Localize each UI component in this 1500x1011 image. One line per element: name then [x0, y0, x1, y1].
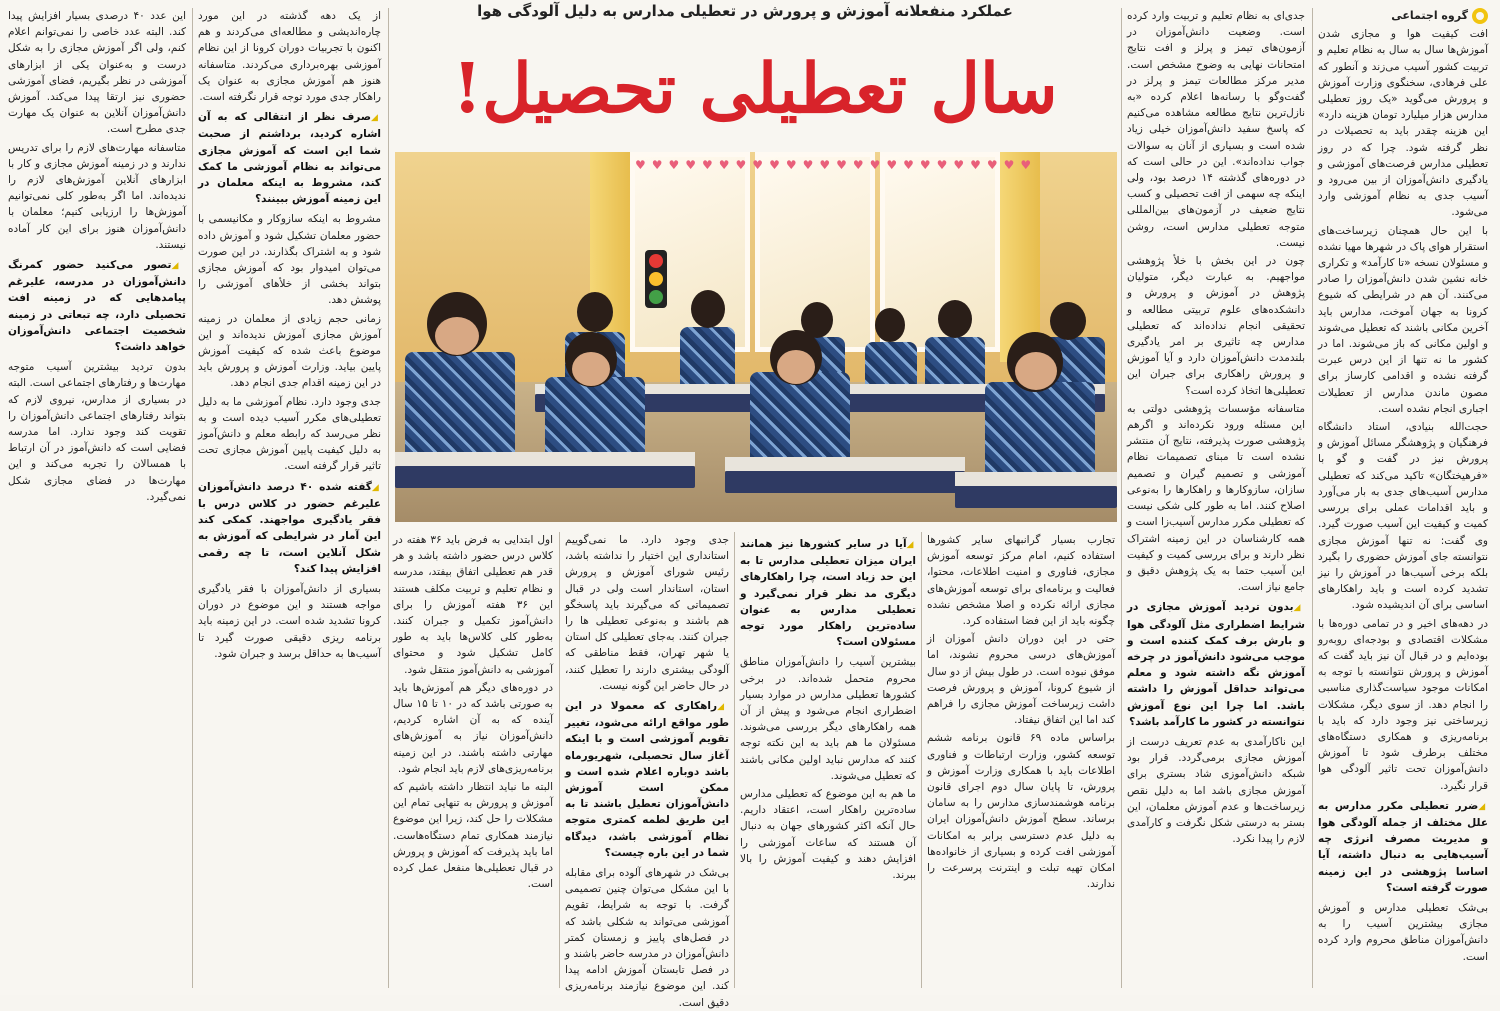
desk [955, 486, 1117, 508]
paragraph: مشروط به اینکه سازوکار و مکانیسمی با حضور معلمان تشکیل شود و آموزش داده شود و به اشتراک بگذارند. در این صورت می‌توان امیدوار بود که آموزش مجازی بتواند بخشی از خلأهای آموزشی را پوشش دهد. [198, 213, 381, 307]
column-rule [388, 8, 389, 988]
classroom-photo [395, 152, 1117, 522]
column-8 [8, 8, 186, 989]
column-rule [921, 532, 922, 988]
column-3 [927, 532, 1115, 989]
paragraph: از یک دهه گذشته در این مورد چاره‌اندیشی و مطالعه‌ای می‌کردند و هم اکنون با تجربیات دوران کرونا از این نظام آموزشی بهره‌برداری می‌کردند. متاسفانه هنوز هم آموزش مجازی به عنوان یک راهکار جدی مورد توجه قرار نگرفته است. [198, 10, 381, 104]
student-face [1015, 352, 1057, 390]
paragraph: بی‌شک در شهرهای آلوده برای مقابله با این مشکل می‌توان چنین تصمیمی گرفت. با توجه به شرایط، تقویم آموزشی می‌تواند به شکلی باشد که در فصل‌های پاییز و زمستان کمتر دانش‌آموزان در مدرسه حاضر باشند و در فصل تابستان آموزش ادامه پیدا کند. این موضوع نیازمند برنامه‌ریزی دقیق است. [565, 867, 729, 1009]
paragraph: چون در این بخش با خلأ پژوهشی مواجهیم. به عبارت دیگر، متولیان پژوهش در آموزش و پرورش و دانشکده‌های علوم تربیتی مطالعه و تحقیقی انجام نداده‌اند که تعطیلی مدارس چه تاثیری بر امر یادگیری بلندمدت دانش‌آموزان دارد و آیا آموزش و پرورش راهکاری برای جبران این تعطیلی‌ها اتخاذ کرده است؟ [1127, 255, 1305, 397]
interview-question: ◢ گفته شده ۴۰ درصد دانش‌آموزان علیرغم حضور در کلاس درس با فقر یادگیری مواجهند. کمکی کند این آمار در شرایطی که آموزش به شکل آنلاین است، تا چه رقمی افزایش پیدا کند؟ [198, 479, 381, 577]
headline: سال تعطیلی تحصیل! [452, 49, 1058, 129]
student-head [1050, 302, 1086, 340]
traffic-light-icon [645, 250, 667, 308]
paragraph: حجت‌الله بنیادی، استاد دانشگاه فرهنگیان و پژوهشگر مسائل آموزش و پرورش نیز در گفت و گو با «فرهیختگان» تاکید می‌کند که تعطیلی مدارس آسیب‌های جدی به بار می‌آورد و باید اقدامات عملی برای بررسی کمیت و کیفیت این آسیب صورت گیرد. وی گفت: نه تنها آموزش مجازی نتوانسته جای آموزش حضوری را بگیرد بلکه برخی آسیب‌ها در آموزش را نیز تشدید کرده است و باید راهکارهای اساسی برای آن اندیشیده شود. [1318, 421, 1488, 612]
paragraph: متاسفانه مهارت‌های لازم را برای تدریس ندارند و در زمینه آموزش مجازی و کار با ابزارهای آنلاین آموزش‌های لازم را ندیده‌اند. اما اگر به‌طور کلی نمی‌توانیم آموزش‌ها را ارزیابی کنیم؛ معلمان با دانش‌آموزان هنوز برای این کار آماده نیستند. [8, 141, 186, 251]
student-face [777, 350, 815, 384]
column-rule [559, 532, 560, 988]
student-head [691, 290, 725, 328]
paragraph: ما هم به این موضوع که تعطیلی مدارس ساده‌ترین راهکار است، اعتقاد داریم. حال آنکه اکثر کشورهای جهان به دنبال آن هستند که ساعات آموزشی را افزایش دهند و کیفیت آموزش را بالا ببرند. [740, 788, 916, 882]
photo-curtain [1000, 152, 1040, 362]
interview-question: ◢ ضرر تعطیلی مکرر مدارس به علل مختلف از جمله آلودگی هوا و مدیریت مصرف انرژی چه آسیب‌هایی به دنبال داشته، آیا اساسا پژوهشی در این زمینه صورت گرفته است؟ [1318, 798, 1488, 896]
interview-question: ◢ صرف نظر از انتقالی که به آن اشاره کردید، برداشتم از صحبت شما این است که آموزش مجازی می‌تواند به نظام آموزشی ما کمک کند، مشروط به اینکه معلمان در این زمینه آموزش ببینند؟ [198, 109, 381, 207]
student-face [435, 317, 479, 355]
column-1 [1318, 8, 1488, 989]
column-rule [734, 532, 735, 988]
column-rule [192, 8, 193, 988]
student-head [875, 308, 905, 342]
interview-question: ◢ تصور می‌کنید حضور کمرنگ دانش‌آموزان در مدرسه، علیرغم پیامدهایی که در زمینه افت تحصیلی دارد، چه تبعاتی در زمینه شخصیت اجتماعی دانش‌آموزان خواهد داشت؟ [8, 257, 186, 355]
section-logo-icon [1472, 8, 1488, 24]
paragraph: این ناکارآمدی به عدم تعریف درست از آموزش مجازی برمی‌گردد. قرار بود شبکه دانش‌آموزی شاد بستری برای آموزش مجازی باشد اما به دلیل نقص زیرساخت‌ها و عدم آموزش معلمان، این بستر به درستی شکل نگرفت و کارآمدی لازم را پیدا نکرد. [1127, 735, 1305, 846]
column-4 [740, 532, 916, 989]
interview-question: ◢ راهکاری که معمولا در این طور مواقع ارائه می‌شود، تغییر تقویم آموزشی است و با اینکه آغاز سال تحصیلی، شهریورماه باشد دوباره اعلام شده است و ممکن است آموزش دانش‌آموزان تعطیل باشند تا به این طریق لطمه کمتری متوجه نظام آموزشی باشد، دیدگاه شما در این باره چیست؟ [565, 698, 729, 861]
desk [955, 472, 1117, 486]
desk [725, 457, 965, 471]
column-5 [565, 532, 729, 1009]
desk [395, 452, 695, 466]
column-7 [198, 8, 381, 989]
student [680, 327, 735, 387]
paragraph: زمانی حجم زیادی از معلمان در زمینه آموزش مجازی آموزش ندیده‌اند و این موضوع باعث شده که کیفیت آموزش پایین بیاید. وزارت آموزش و پرورش باید در این زمینه اقدام جدی انجام دهد. [198, 312, 381, 390]
paragraph: در دوره‌های دیگر هم آموزش‌ها باید به صورتی باشد که در ۱۰ تا ۱۵ سال آینده که به آن اشاره کردیم، دانش‌آموزان نیاز به آموزش‌های مهارتی داشته باشند. در این زمینه برنامه‌ریزی‌های لازم باید انجام شود. [393, 681, 553, 775]
paragraph: این عدد ۴۰ درصدی بسیار افزایش پیدا کند. البته عدد خاصی را نمی‌توانم اعلام کنم، ولی اگر آموزش مجازی را به شکل درست و به‌عنوان یکی از ابزارهای آموزشی در نظر بگیریم، فضای آموزشی حضوری نیز ارتقا پیدا می‌کند. آموزش دانش‌آموزان آنلاین به عنوان یک مهارت جدی مطرح است. [8, 10, 186, 136]
section-label: گروه اجتماعی [1318, 8, 1488, 24]
paragraph: جدی‌ای به نظام تعلیم و تربیت وارد کرده است. وضعیت دانش‌آموزان در آزمون‌های تیمز و پرلز و افت نتایج امتحانات نهایی به وضوح مشخص است. مدیر مرکز مطالعات تیمز و پرلز در گفت‌وگو با رسانه‌ها اعلام کرده «به نازل‌ترین نتایج مطالعه مشاهده می‌کنیم که پاسخ سفید دانش‌آموزان خیلی زیاد شده است و بسیاری از آنان به سوالات جواب نداده‌اند». این در حالی است که در دوره‌های گذشته ۱۴ درصد بود، ولی اینکه چه سهمی از افت تحصیلی و کسب نتایج ضعیف در آزمون‌های بین‌المللی متوجه تعطیلی مدارس است، روشن نیست. [1127, 10, 1306, 249]
paragraph: بیشترین آسیب را دانش‌آموزان مناطق محروم متحمل شده‌اند. در برخی کشورها تعطیلی مدارس در موارد بسیار اضطراری انجام می‌شود و پیش از آن همه راهکارهای دیگر بررسی می‌شوند. مسئولان ما هم باید به این نکته توجه کنند که مدارس نباید اولین مکانی باشند که تعطیل می‌شوند. [740, 656, 916, 782]
interview-question: ◢ آیا در سایر کشورها نیز همانند ایران میزان تعطیلی مدارس تا به این حد زیاد است، چرا راهکارهای دیگری مد نظر قرار نمی‌گیرد و تعطیلی مدارس به عنوان ساده‌ترین راهکار مورد توجه مسئولان است؟ [740, 536, 916, 650]
paragraph: البته ما نباید انتظار داشته باشیم که آموزش و پرورش به تنهایی تمام این مشکلات را حل کند، زیرا این موضوع نیازمند همکاری تمام دستگاه‌هاست. اما باید پذیرفت که آموزش و پرورش در قبال تعطیلی‌ها منفعل عمل کرده است. [393, 781, 553, 891]
desk [395, 466, 695, 488]
column-6 [393, 532, 553, 989]
paragraph: بسیاری از دانش‌آموزان با فقر یادگیری مواجه هستند و این موضوع در دوران کرونا تشدید شده است. در این زمینه باید برنامه ریزی دقیقی صورت گیرد تا آسیب‌ها به حداقل برسد و جبران شود. [198, 582, 381, 660]
paragraph: متاسفانه مؤسسات پژوهشی دولتی به این مسئله ورود نکرده‌اند و اگرهم پژوهشی صورت پذیرفته، نتایج آن منتشر نشده است تا مبنای تصمیمات نظام آموزشی و تصمیم گیران و تصمیم سازان، سازوکارها و راهکارها را به‌نوعی اصلاح کنند. اما به طور کلی شکی نیست که تعطیلی مکرر مدارس آسیب‌زا است و همه کارشناسان در این زمینه اشتراک نظر دارند و برای بررسی کمیت و کیفیت این آسیب حتما به یک پژوهش دقیق و جامع نیاز است. [1127, 402, 1305, 594]
paragraph: براساس ماده ۶۹ قانون برنامه ششم توسعه کشور، وزارت ارتباطات و فناوری اطلاعات باید با همکاری وزارت آموزش و پرورش، تا پایان سال دوم اجرای قانون برنامه هوشمندسازی مدارس را به سامان برساند. سطح آموزش دانش‌آموزان ایران به دلیل عدم دسترسی برابر به امکانات آموزشی افت کرده و بسیاری از خانواده‌ها امکان تهیه تبلت و اینترنت پرسرعت را ندارند. [927, 732, 1115, 891]
student-face [572, 352, 610, 386]
paragraph: افت کیفیت هوا و مجازی شدن آموزش‌ها سال به سال به نظام تعلیم و تربیت کشور آسیب می‌زند و آنطور که علی فرهادی، سخنگوی وزارت آموزش و پرورش می‌گوید «یک روز تعطیلی مدارس هزار میلیارد تومان هزینه دارد» این هزینه چقدر باید به تحصیلات در نظر گرفته شود. چرا که در روز تعطیلی مدارس فرصت‌های آموزشی و یادگیری دانش‌آموزان از بین می‌رود و آسیب جدی به نظام آموزشی وارد می‌شود. [1318, 28, 1488, 219]
column-rule [1121, 8, 1122, 988]
paragraph: در دهه‌های اخیر و در تمامی دوره‌ها با مشکلات اقتصادی و بودجه‌ای روبه‌رو بوده‌ایم و در قبال آن نیز باید گفت که آموزش و پرورش نتوانسته با توجه به امکانات موجود سیاست‌گذاری مناسبی را انجام دهد. از سوی دیگر، مشکلات زیرساختی نیز وجود دارد که باید با برنامه‌ریزی و همکاری دستگاه‌های مختلف برطرف شود تا آموزش دانش‌آموزان تحت تاثیر آلودگی هوا قرار نگیرد. [1318, 617, 1488, 792]
desk [725, 471, 965, 493]
column-rule [1312, 8, 1313, 988]
paragraph: بدون تردید بیشترین آسیب متوجه مهارت‌ها و رفتارهای اجتماعی است. البته در بسیاری از مدارس، نیروی لازم که بتواند رفتارهای اجتماعی دانش‌آموزان را تقویت کند وجود ندارد. اما مدرسه فضایی است که دانش‌آموز در آن ارتباط با همسالان را تجربه می‌کند و این مهارت‌ها در فضای مجازی شکل نمی‌گیرد. [8, 361, 186, 503]
interview-question: ◢ بدون تردید آموزش مجازی در شرایط اضطراری مثل آلودگی هوا و بارش برف کمک کننده است و موجب می‌شود دانش‌آموز در چرخه آموزش نگه داشته شود و معلم می‌تواند حداقل آموزش را داشته باشد. اما چرا این نوع آموزش نتوانسته در کشور ما کارآمد باشد؟ [1127, 599, 1305, 730]
paragraph: اول ابتدایی به فرض باید ۳۶ هفته در کلاس درس حضور داشته باشد و هر قدر هم تعطیلی اتفاق بیفتد، مدرسه و نظام تعلیم و تربیت مکلف هستند این ۳۶ هفته آموزش را برای دانش‌آموز تکمیل و جبران کنند. به‌طور کلی کلاس‌ها باید به طور کامل تشکیل شود و محتوای آموزشی به دانش‌آموز منتقل شود. [393, 534, 553, 676]
student-head [577, 292, 613, 332]
paragraph: جدی وجود دارد. نظام آموزشی ما به دلیل تعطیلی‌های مکرر آسیب دیده است و به نظر می‌رسد که رابطه معلم و دانش‌آموز به دلیل کیفیت پایین آموزش مجازی تحت تاثیر قرار گرفته است. [198, 395, 381, 473]
paragraph: حتی در این دوران دانش آموزان از آموزش‌های درسی محروم نشوند، اما موفق نبوده است. در طول بیش از دو سال از شیوع کرونا، آموزش و پرورش فرصت داشت زیرساخت آموزش مجازی را فراهم کند اما این اتفاق نیفتاد. [927, 633, 1115, 727]
column-2 [1127, 8, 1305, 989]
paragraph: جدی وجود دارد. ما نمی‌گوییم استانداری این اختیار را نداشته باشد، رئیس شورای آموزش و پرورش استان، استاندار است ولی در قبال تصمیماتی که می‌گیرند باید پاسخگو هم باشند و به‌نوعی تعطیلی ها را جبران کنند. به‌جای تعطیلی کل استان یا شهر تهران، فقط مناطقی که آلودگی بیشتری دارند را تعطیل کنند، در حال حاضر این گونه نیست. [565, 534, 729, 692]
paragraph: با این حال همچنان زیرساخت‌های استقرار هوای پاک در شهرها مهیا نشده و مسئولان نسخه «تا کارآمد» و تکراری خانه نشین شدن دانش‌آموزان را صادر می‌کنند. آن هم در شرایطی که شیوع کرونا به جهان آموخت، مدارس باید آخرین مکانی باشند که تعطیل می‌شوند و اولین مکانی که باز می‌شوند. اما در کشور ما نه تنها از این درس عبرت گرفته نشده و اقدامی کارساز برای مصون ماندن مدارس از تعطیلات اجباری انجام نشده است. [1318, 224, 1488, 415]
student-head [938, 300, 972, 338]
paragraph: تجارب بسیار گرانبهای سایر کشورها استفاده کنیم، امام مرکز توسعه آموزش مجازی، فناوری و امنیت اطلاعات، محتوا، فعالیت و برنامه‌ای برای توسعه آموزش‌های مجازی ارائه نکرده و اصلا مشخص نشده چگونه باید از این فضا استفاده کرد. [927, 534, 1115, 628]
photo-bunting: ♥♥♥♥♥♥♥♥♥♥♥♥♥♥♥♥♥♥♥♥♥♥♥♥ [635, 158, 1038, 172]
paragraph: بی‌شک تعطیلی مدارس و آموزش مجازی بیشترین آسیب را به دانش‌آموزان مناطق محروم وارد کرده است. [1318, 901, 1488, 963]
kicker: عملکرد منفعلانه آموزش و پرورش در تعطیلی مدارس به دلیل آلودگی هوا [477, 2, 1013, 20]
